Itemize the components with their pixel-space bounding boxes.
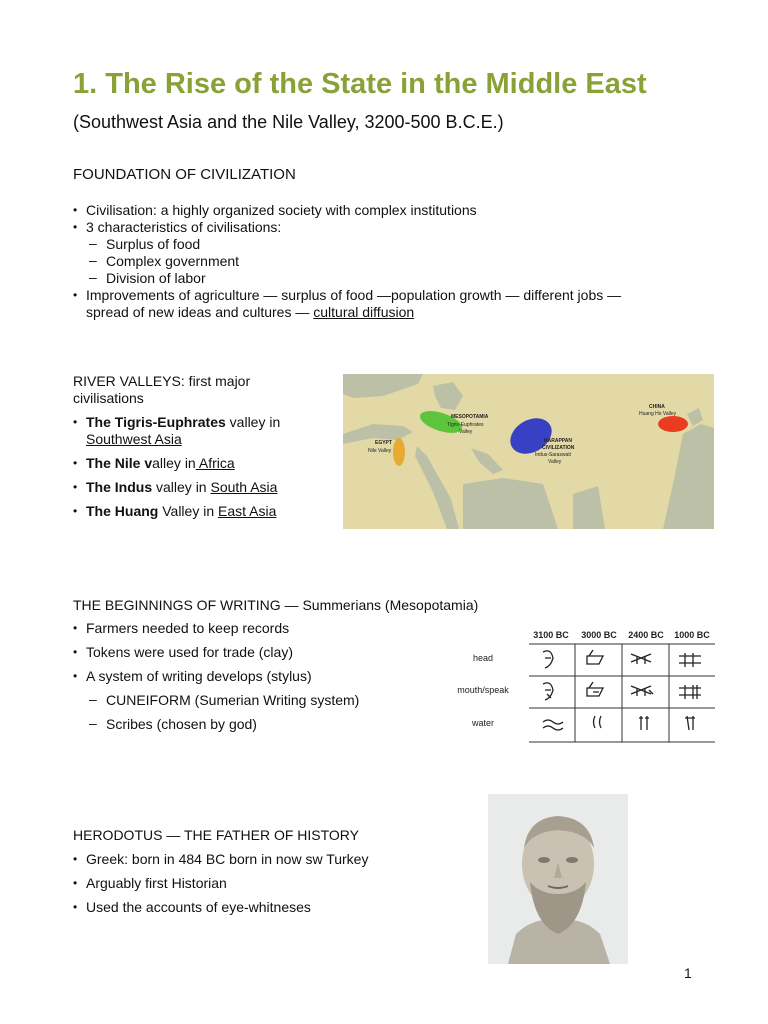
bust-eye-right: [566, 857, 578, 863]
mesopotamia-sublabel: Tigris-Euphrates: [447, 422, 484, 428]
list-item: • Used the accounts of eye-whitneses: [73, 899, 473, 916]
row-header: water: [471, 718, 495, 728]
writing-list: [73, 620, 433, 740]
river-name: The Nile v: [86, 455, 153, 471]
column-header: 2400 BC: [628, 630, 664, 640]
glyph-head-1000: [679, 653, 701, 667]
river-name: The Indus: [86, 479, 153, 495]
mesopotamia-sublabel: Valley: [459, 429, 473, 435]
row-header: head: [472, 653, 494, 663]
map-svg: [343, 374, 714, 529]
mesopotamia-label: MESOPOTAMIA: [451, 414, 489, 420]
region-link: Africa: [195, 455, 235, 471]
glyph-water-3000: [594, 716, 602, 728]
harappan-sublabel: Indus-Saraswati: [535, 452, 571, 458]
china-sublabel: Huang Ho Valley: [639, 411, 677, 417]
glyph-mouth-2400: [631, 686, 653, 696]
glyph-head-3100: [543, 651, 553, 668]
list-item: • Civilisation: a highly organized society with complex institutions: [73, 202, 713, 219]
glyph-water-1000: [685, 716, 695, 730]
page-subtitle: (Southwest Asia and the Nile Valley, 3200-500 B.C.E.): [73, 112, 504, 132]
sub-list-item: – Division of labor: [73, 270, 713, 287]
list-item: • Tokens were used for trade (clay): [73, 644, 433, 661]
writing-heading: THE BEGINNINGS OF WRITING — Summerians (Mesopotamia): [73, 597, 479, 613]
list-item: • Greek: born in 484 BC born in now sw Turkey: [73, 851, 473, 868]
list-item-text: alley in: [152, 455, 196, 471]
cultural-diffusion-link: cultural diffusion: [313, 304, 415, 320]
sub-list-item: – Scribes (chosen by god): [73, 716, 433, 733]
foundation-heading: FOUNDATION OF CIVILIZATION: [73, 166, 296, 183]
list-item: [73, 503, 333, 520]
table-grid: [529, 644, 715, 742]
cuneiform-table: [453, 626, 717, 746]
region-link: Southwest Asia: [86, 431, 182, 447]
bust-svg: [488, 794, 628, 964]
sub-list-item: – Surplus of food: [73, 236, 713, 253]
region-link: South Asia: [210, 479, 278, 495]
china-label: CHINA: [649, 404, 665, 410]
egypt-sublabel: Nile Valley: [368, 448, 392, 454]
river-name: The Huang: [86, 503, 159, 519]
region-link: East Asia: [218, 503, 277, 519]
harappan-label: CIVILIZATION: [542, 445, 575, 451]
china-region: [658, 416, 688, 432]
column-header: 3100 BC: [533, 630, 569, 640]
list-item-text: spread of new ideas and cultures —: [86, 304, 310, 320]
list-item: • Farmers needed to keep records: [73, 620, 433, 637]
glyph-mouth-3100: [543, 683, 553, 700]
page-title: 1. The Rise of the State in the Middle East: [73, 68, 647, 100]
harappan-label: HARAPPAN: [544, 438, 572, 444]
heading-line: civilisations: [73, 390, 144, 406]
list-item-text: valley in: [152, 479, 211, 495]
heading-line: RIVER VALLEYS: first major: [73, 373, 251, 389]
egypt-label: EGYPT: [375, 440, 392, 446]
glyph-mouth-1000: [679, 685, 701, 699]
list-item: • Arguably first Historian: [73, 875, 473, 892]
glyph-water-3100: [543, 720, 563, 730]
list-item: [73, 455, 333, 472]
list-item-text: Valley in: [158, 503, 219, 519]
list-item: [73, 479, 333, 496]
row-header: mouth/speak: [457, 685, 509, 695]
list-item: • A system of writing develops (stylus): [73, 668, 433, 685]
glyph-head-2400: [631, 654, 651, 664]
herodotus-list: [73, 851, 473, 923]
page-number: 1: [684, 965, 692, 981]
sub-list-item: – CUNEIFORM (Sumerian Writing system): [73, 692, 433, 709]
river-valleys-heading: [73, 373, 250, 407]
list-item: [73, 414, 333, 448]
river-civilizations-map: [343, 374, 714, 529]
column-header: 1000 BC: [674, 630, 710, 640]
foundation-list: [73, 202, 713, 321]
glyph-water-2400: [639, 716, 649, 730]
list-item: • 3 characteristics of civilisations:: [73, 219, 713, 236]
bust-eye-left: [538, 857, 550, 863]
list-item-text: Improvements of agriculture — surplus of food —population growth — different jobs —: [86, 287, 622, 303]
cuneiform-svg: [453, 626, 717, 746]
column-header: 3000 BC: [581, 630, 617, 640]
list-item: [73, 287, 713, 321]
river-valleys-list: [73, 414, 333, 527]
harappan-sublabel: Valley: [548, 459, 562, 465]
sub-list-item: – Complex government: [73, 253, 713, 270]
glyph-mouth-3000: [587, 682, 603, 696]
egypt-region: [393, 438, 405, 466]
herodotus-bust-image: [488, 794, 628, 964]
list-item-text: valley in: [225, 414, 281, 430]
glyph-head-3000: [587, 650, 603, 664]
herodotus-heading: HERODOTUS — THE FATHER OF HISTORY: [73, 827, 359, 843]
river-name: The Tigris-Euphrates: [86, 414, 226, 430]
